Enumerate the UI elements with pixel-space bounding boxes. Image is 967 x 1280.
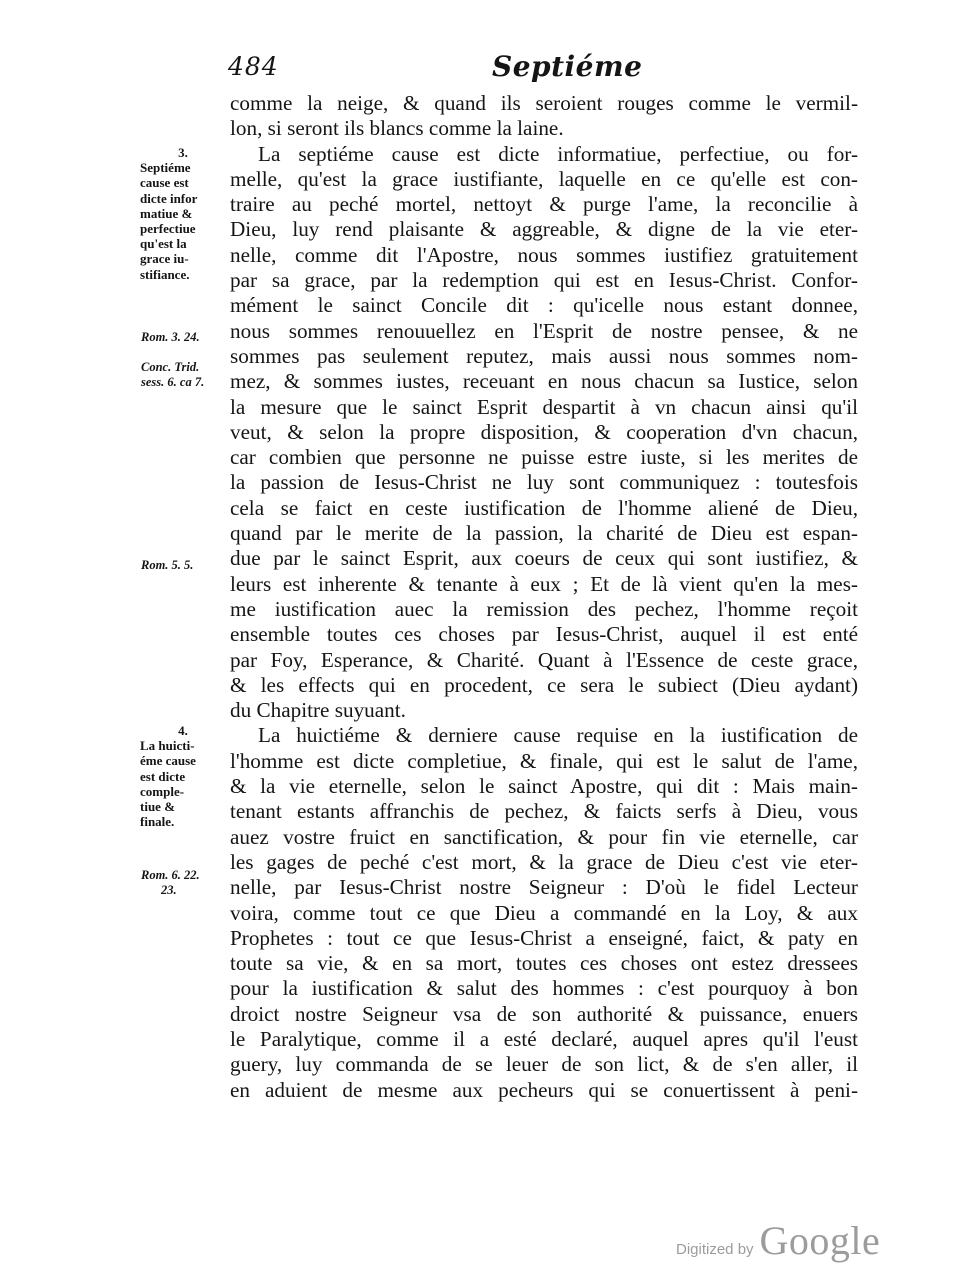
text-line: comme la neige, & quand ils seroient rouges comme le vermil- (230, 91, 858, 115)
google-logo: Google (759, 1218, 881, 1263)
text-line: traire au peché mortel, nettoyt & purge l'ame, la reconcilie à (230, 192, 858, 217)
body-text (230, 91, 858, 1103)
text-line: en aduient de mesme aux pecheurs qui se conuertissent à peni- (230, 1077, 858, 1102)
margin-note-huictieme (140, 723, 226, 829)
text-line: melle, qu'est la grace iustifiante, laquelle en ce qu'elle est con- (230, 166, 858, 191)
running-head: Septiéme (492, 50, 643, 83)
margin-note-line: grace iu- (140, 251, 189, 267)
text-line: La septiéme cause est dicte informatiue, perfectiue, ou for- (258, 141, 858, 166)
text-line: par sa grace, par la redemption qui est en Iesus-Christ. Confor- (230, 268, 858, 293)
text-line: Prophetes : tout ce que Iesus-Christ a enseigné, faict, & paty en (230, 925, 858, 950)
text-line: veut, & selon la propre disposition, & cooperation d'vn chacun, (230, 419, 858, 444)
text-line: droict nostre Seigneur vsa de son authorité & puissance, enuers (230, 1001, 858, 1026)
margin-note-line: comple- (140, 783, 185, 799)
margin-note-line: La huicti- (140, 738, 195, 754)
text-line: due par le sainct Esprit, aux coeurs de ceux qui sont iustifiez, & (230, 546, 858, 571)
margin-note-line: Septiéme (140, 160, 191, 176)
text-line: tenant estants affranchis de pechez, & faicts serfs à Dieu, vous (230, 799, 858, 824)
text-line: leurs est inherente & tenante à eux ; Et de là vient qu'en la mes- (230, 571, 858, 596)
text-line: par Foy, Esperance, & Charité. Quant à l'Essence de ceste grace, (230, 647, 858, 672)
text-line: la mesure que le sainct Esprit despartit à vn chacun ainsi qu'il (230, 394, 858, 419)
watermark-prefix: Digitized by (676, 1241, 754, 1258)
margin-note-line: dicte infor (140, 190, 198, 206)
margin-ref-line: Rom. 6. 22. (141, 868, 200, 882)
margin-note-line: cause est (140, 175, 189, 191)
text-line: Dieu, luy rend plaisante & aggreable, & digne de la vie eter- (230, 217, 858, 242)
text-line: mément le sainct Concile dit : qu'icelle nous estant donnee, (230, 293, 858, 318)
margin-note-line: perfectiue (140, 221, 196, 237)
margin-ref-line: sess. 6. ca 7. (141, 375, 205, 389)
text-line: le Paralytique, comme il a esté declaré, auquel apres qu'il l'eust (230, 1026, 858, 1051)
margin-note-line: tiue & (140, 799, 176, 815)
text-line: ensemble toutes ces choses par Iesus-Christ, auquel il est enté (230, 622, 858, 647)
text-line: sommes pas seulement reputez, mais aussi nous sommes nom- (230, 343, 858, 368)
margin-note-line: stifiance. (140, 266, 190, 282)
text-line: mez, & sommes iustes, receuant en nous chacun sa Iustice, selon (230, 369, 858, 394)
text-line: & la vie eternelle, selon le sainct Apostre, qui dit : Mais main- (230, 774, 858, 799)
margin-note-line: finale. (140, 814, 175, 830)
margin-ref-rom5: Rom. 5. 5. (141, 558, 194, 572)
margin-ref-line: Conc. Trid. (141, 360, 200, 374)
text-line: quand par le merite de la passion, la charité de Dieu est espan- (230, 521, 858, 546)
text-line: lon, si seront ils blancs comme la laine. (230, 116, 564, 141)
text-line: l'homme est dicte completiue, & finale, qui est le salut de l'ame, (230, 748, 858, 773)
margin-ref-line: 23. (161, 883, 177, 897)
text-line: me iustification auec la remission des pechez, l'homme reçoit (230, 596, 858, 621)
text-line: auez vostre fruict en sanctification, & pour fin vie eternelle, car (230, 824, 858, 849)
margin-note-line: qu'est la (140, 236, 187, 252)
text-line: toute sa vie, & en sa mort, toutes ces choses ont estez dressees (230, 951, 858, 976)
text-line: nous sommes renouuellez en l'Esprit de nostre pensee, & ne (230, 318, 858, 343)
text-line: car combien que personne ne puisse estre iuste, si les merites de (230, 445, 858, 470)
text-line: du Chapitre suyuant. (230, 698, 406, 723)
margin-note-line: est dicte (140, 768, 186, 784)
text-line: cela se faict en ceste iustification de l'homme aliené de Dieu, (230, 495, 858, 520)
margin-note-line: matiue & (140, 205, 193, 221)
text-line: voira, comme tout ce que Dieu a commandé en la Loy, & aux (230, 900, 858, 925)
text-line: & les effects qui en procedent, ce sera le subiect (Dieu aydant) (230, 672, 858, 697)
margin-note-septieme (140, 145, 226, 282)
text-line: les gages de peché c'est mort, & la grace de Dieu c'est vie eter- (230, 849, 858, 874)
margin-ref-rom3: Rom. 3. 24. (141, 330, 200, 344)
text-line: nelle, par Iesus-Christ nostre Seigneur : D'où le fidel Lecteur (230, 875, 858, 900)
text-line: la passion de Iesus-Christ ne luy sont communiquez : toutesfois (230, 470, 858, 495)
digitized-by-google-watermark (676, 1217, 880, 1264)
text-line: pour la iustification & salut des hommes : c'est pourquoy à bon (230, 976, 858, 1001)
margin-ref-conc-trid (141, 360, 204, 390)
margin-note-line: éme cause (140, 753, 196, 769)
margin-ref-rom6 (141, 868, 200, 898)
text-line: nelle, comme dit l'Apostre, nous sommes iustifiez gratuitement (230, 242, 858, 267)
margin-note-number: 4. (178, 723, 188, 738)
text-line: La huictiéme & derniere cause requise en la iustification de (258, 723, 858, 748)
page-number: 484 (228, 52, 279, 81)
margin-note-number: 3. (178, 145, 188, 160)
text-line: guery, luy commanda de se leuer de son lict, & de s'en aller, il (230, 1052, 858, 1077)
